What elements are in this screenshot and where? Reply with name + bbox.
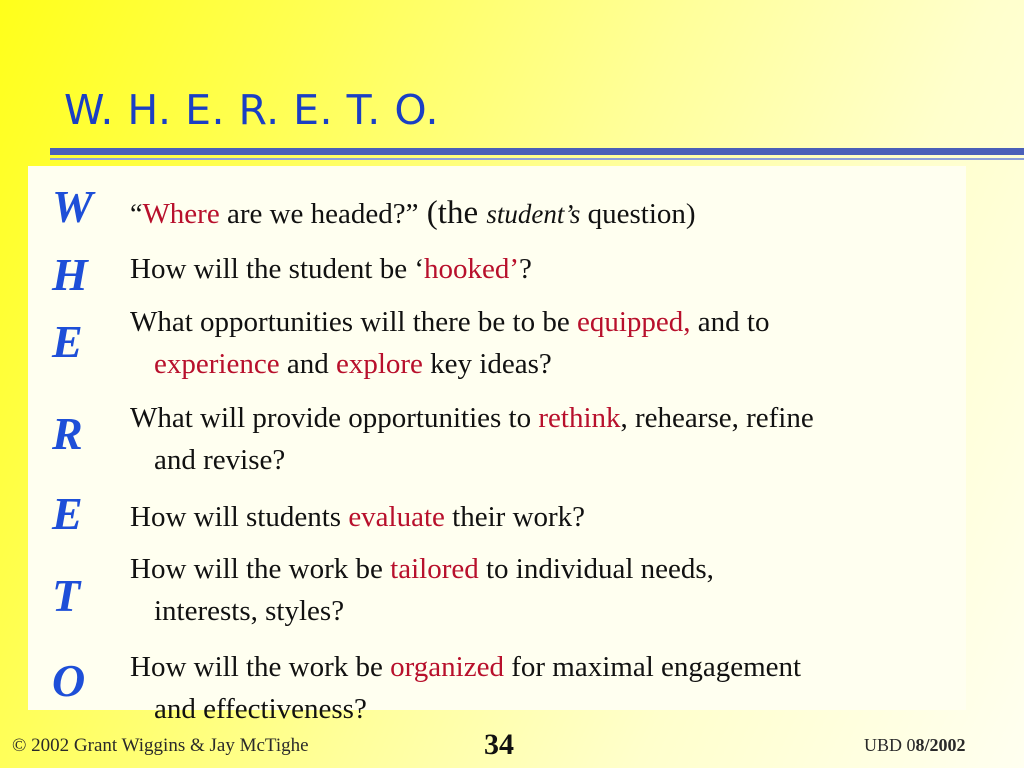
keyword-evaluate: evaluate: [348, 501, 445, 533]
title-divider: [50, 148, 1024, 155]
question-where: “Where are we headed?” (the student’s question): [130, 195, 696, 231]
keyword-equipped: equipped,: [576, 306, 691, 338]
keyword-tailored: tailored: [390, 553, 479, 585]
title-divider-thin: [50, 158, 1024, 160]
question-organized: How will the work be organized for maximal engagement and effectiveness?: [130, 651, 802, 725]
acronym-letter-e: E: [52, 316, 83, 367]
slide-number: 34: [484, 728, 514, 761]
slide-title: W. H. E. R. E. T. O.: [64, 86, 439, 134]
question-tailored: How will the work be tailored to individual needs, interests, styles?: [130, 553, 714, 627]
keyword-organized: organized: [390, 651, 504, 683]
acronym-letter-e-2: E: [52, 488, 83, 539]
keyword-students: student’s: [486, 199, 581, 229]
footer-copyright: © 2002 Grant Wiggins & Jay McTighe: [12, 735, 309, 756]
question-evaluate: How will students evaluate their work?: [130, 501, 586, 533]
keyword-experience: experience: [154, 348, 280, 380]
keyword-where: Where: [142, 198, 220, 230]
acronym-letter-o: O: [52, 655, 86, 706]
acronym-letter-w: W: [52, 181, 93, 232]
keyword-rethink: rethink: [538, 402, 621, 434]
keyword-hooked: hooked’: [423, 253, 520, 285]
acronym-letter-r: R: [52, 408, 83, 459]
footer-course: UBD 08/2002: [864, 735, 966, 755]
keyword-explore: explore: [335, 348, 423, 380]
question-hooked: How will the student be ‘hooked’?: [130, 253, 532, 285]
question-rethink: What will provide opportunities to rethink, rehearse, refine and revise?: [130, 402, 814, 476]
question-equipped: What opportunities will there be to be equipped, and to experience and explore key ideas?: [130, 306, 770, 380]
acronym-letter-t: T: [52, 570, 81, 621]
acronym-letter-h: H: [52, 249, 88, 300]
